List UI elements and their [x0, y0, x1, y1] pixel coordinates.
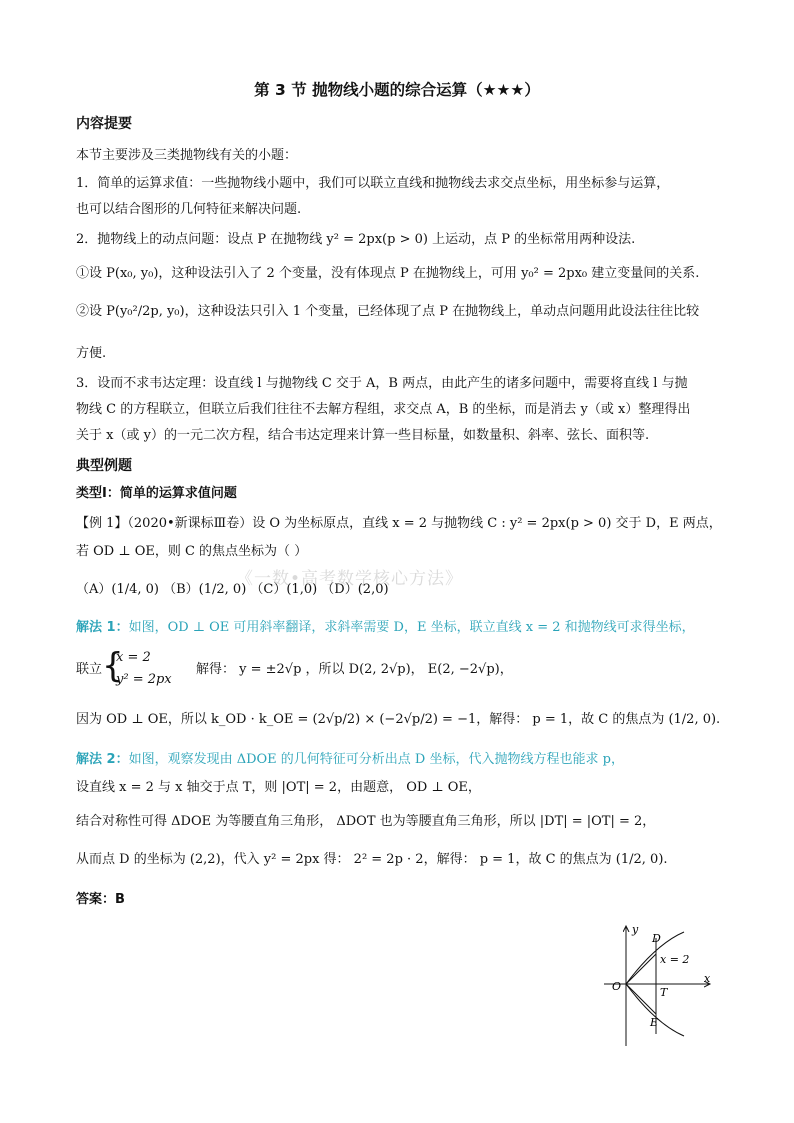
- segment-OE: [626, 984, 656, 1014]
- type-heading: 类型Ⅰ：简单的运算求值问题: [76, 486, 237, 501]
- point-2-method-2-line-1: ②设 P(y₀²/2p, y₀)，这种设法只引入 1 个变量，已经体现了点 P 在抛物线上，单动点问题用此设法往往比较: [76, 304, 700, 319]
- parabola-figure: [598, 922, 718, 1052]
- solution-2-step-3: 从而点 D 的坐标为 (2,2)，代入 y² = 2px 得： 2² = 2p · 2，解得： p = 1，故 C 的焦点为 (1/2, 0).: [76, 852, 668, 867]
- origin-label: O: [612, 980, 622, 993]
- watermark: 《一数•高考数学核心方法》: [236, 569, 464, 589]
- point-1-line-1: 1．简单的运算求值：一些抛物线小题中，我们可以联立直线和抛物线去求交点坐标，用坐标参与运算，: [76, 176, 670, 191]
- solution-1-label: 解法 1：: [76, 620, 129, 635]
- point-3-line-2: 物线 C 的方程联立，但联立后我们往往不去解方程组，求交点 A，B 的坐标，而是消去 y（或 x）整理得出: [76, 402, 691, 417]
- slope-product-line: 因为 OD ⊥ OE，所以 k_OD · k_OE = (2√p/2) × (−2√p/2) = −1，解得： p = 1，故 C 的焦点为 (1/2, 0).: [76, 712, 721, 727]
- point-T-label: T: [660, 986, 668, 999]
- line-x2-label: x = 2: [660, 953, 690, 966]
- point-2: 2．抛物线上的动点问题：设点 P 在抛物线 y² = 2px(p > 0) 上运动，点 P 的坐标常用两种设法.: [76, 232, 636, 247]
- answer-options: （A）(1/4, 0) （B）(1/2, 0) （C）(1,0) （D）(2,0): [76, 582, 389, 597]
- section-heading-summary: 内容提要: [76, 116, 132, 132]
- point-1-line-2: 也可以结合图形的几何特征来解决问题.: [76, 202, 302, 217]
- answer-value: B: [115, 892, 125, 907]
- solution-1-text: 如图，OD ⊥ OE 可用斜率翻译，求斜率需要 D，E 坐标，联立直线 x = 2 和抛物线可求得坐标，: [128, 620, 695, 635]
- answer-label: 答案：: [76, 892, 116, 907]
- solution-2-step-1: 设直线 x = 2 与 x 轴交于点 T，则 |OT| = 2，由题意， OD ⊥ OE，: [76, 780, 481, 795]
- solution-2-label: 解法 2：: [76, 752, 129, 767]
- point-3-line-1: 3．设而不求韦达定理：设直线 l 与抛物线 C 交于 A，B 两点，由此产生的诸多问题中，需要将直线 l 与抛: [76, 376, 688, 391]
- solution-2-line: [76, 750, 624, 770]
- segment-OD: [626, 954, 656, 984]
- example-1-line-2: 若 OD ⊥ OE，则 C 的焦点坐标为（ ）: [76, 544, 308, 559]
- section-heading-examples: 典型例题: [76, 458, 132, 474]
- system-solution: 解得： y = ±2√p ，所以 D(2, 2√p)， E(2, −2√p)，: [196, 662, 513, 677]
- answer-line: [76, 890, 125, 910]
- page-title: 第 3 节 抛物线小题的综合运算（★★★）: [254, 81, 540, 99]
- point-D-label: D: [652, 932, 661, 945]
- point-2-method-1: ①设 P(x₀, y₀)，这种设法引入了 2 个变量，没有体现点 P 在抛物线上，可用 y₀² = 2px₀ 建立变量间的关系.: [76, 266, 700, 281]
- solution-1-line: [76, 618, 695, 638]
- intro-text: 本节主要涉及三类抛物线有关的小题：: [76, 148, 298, 163]
- y-axis-label: y: [632, 923, 639, 936]
- x-axis-label: x: [704, 972, 711, 985]
- system-equation-2: y² = 2px: [116, 672, 172, 687]
- point-2-method-2-line-2: 方便.: [76, 346, 107, 361]
- example-1-line-1: 【例 1】（2020•新课标Ⅲ卷）设 O 为坐标原点，直线 x = 2 与抛物线 C : y² = 2px(p > 0) 交于 D，E 两点，: [76, 516, 722, 531]
- point-3-line-3: 关于 x（或 y）的一元二次方程，结合韦达定理来计算一些目标量，如数量积、斜率、弦长、面积等.: [76, 428, 650, 443]
- system-brace: {: [102, 646, 124, 686]
- solution-2-text: 如图，观察发现由 ΔDOE 的几何特征可分析出点 D 坐标，代入抛物线方程也能求 p，: [128, 752, 624, 767]
- system-equation-1: x = 2: [116, 650, 151, 665]
- solution-2-step-2: 结合对称性可得 ΔDOE 为等腰直角三角形， ΔDOT 也为等腰直角三角形，所以 |DT| = |OT| = 2，: [76, 814, 656, 829]
- point-E-label: E: [650, 1016, 659, 1029]
- system-prefix: 联立: [76, 662, 103, 677]
